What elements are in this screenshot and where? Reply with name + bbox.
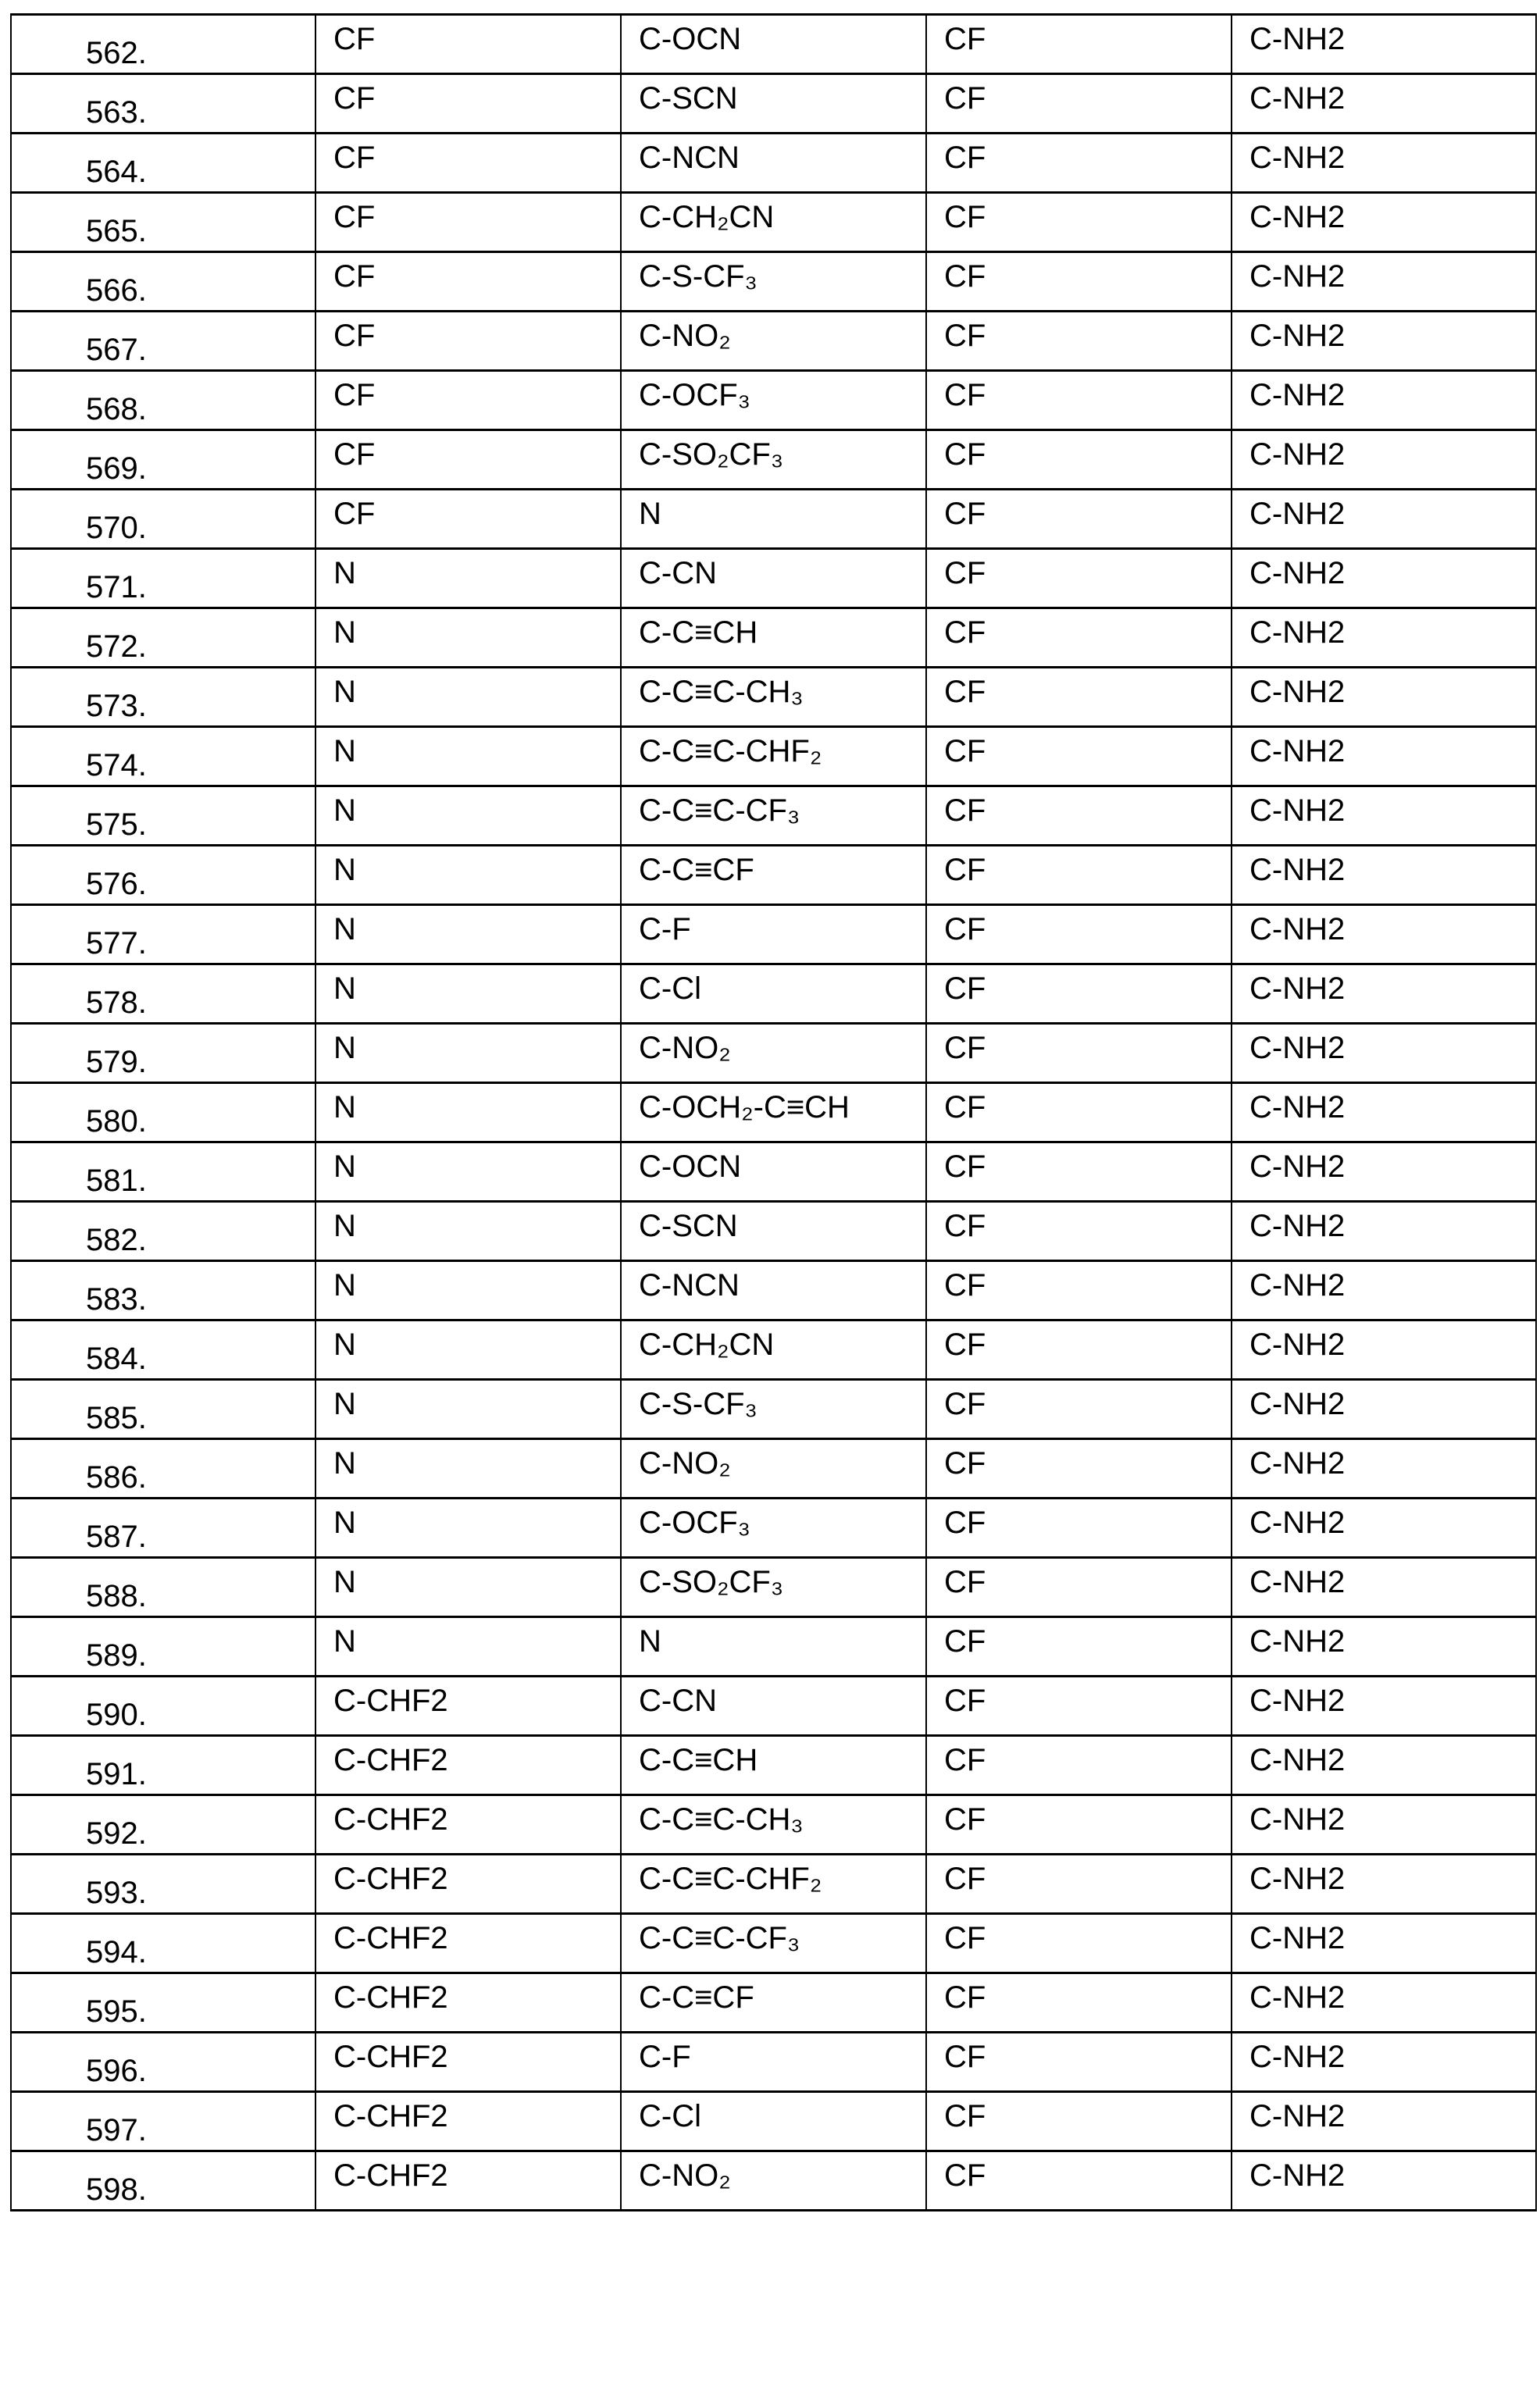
column-2-value: C-CHF2 — [315, 1736, 621, 1795]
row-number: 588. — [11, 1558, 315, 1617]
column-3-value: C-Cl — [621, 964, 926, 1024]
column-3-value: C-C≡CH — [621, 1736, 926, 1795]
table-row — [11, 549, 1536, 608]
column-3-value: C-C≡C-CHF₂ — [621, 1855, 926, 1914]
column-4-value: CF — [926, 1499, 1232, 1558]
column-5-value: C-NH2 — [1232, 252, 1536, 312]
column-5-value: C-NH2 — [1232, 490, 1536, 549]
column-5-value: C-NH2 — [1232, 2092, 1536, 2151]
column-4-value: CF — [926, 15, 1232, 74]
table-row — [11, 727, 1536, 786]
column-4-value: CF — [926, 964, 1232, 1024]
column-5-value: C-NH2 — [1232, 1677, 1536, 1736]
row-number: 595. — [11, 1973, 315, 2033]
table-row — [11, 371, 1536, 430]
column-3-value: C-CN — [621, 549, 926, 608]
table-row — [11, 1083, 1536, 1142]
column-5-value: C-NH2 — [1232, 74, 1536, 134]
row-number: 583. — [11, 1261, 315, 1320]
column-5-value: C-NH2 — [1232, 964, 1536, 1024]
column-5-value: C-NH2 — [1232, 1320, 1536, 1380]
column-3-value: C-OCH₂-C≡CH — [621, 1083, 926, 1142]
column-2-value: C-CHF2 — [315, 1855, 621, 1914]
column-5-value: C-NH2 — [1232, 193, 1536, 252]
column-3-value: C-C≡C-CH₃ — [621, 668, 926, 727]
column-4-value: CF — [926, 2092, 1232, 2151]
column-3-value: N — [621, 1617, 926, 1677]
row-number: 596. — [11, 2033, 315, 2092]
column-3-value: C-SCN — [621, 74, 926, 134]
table-row — [11, 1499, 1536, 1558]
column-5-value: C-NH2 — [1232, 1439, 1536, 1499]
column-4-value: CF — [926, 1024, 1232, 1083]
column-2-value: N — [315, 668, 621, 727]
column-5-value: C-NH2 — [1232, 312, 1536, 371]
column-4-value: CF — [926, 312, 1232, 371]
table-row — [11, 1855, 1536, 1914]
column-4-value: CF — [926, 1380, 1232, 1439]
column-4-value: CF — [926, 134, 1232, 193]
table-row — [11, 905, 1536, 964]
column-2-value: N — [315, 727, 621, 786]
row-number: 574. — [11, 727, 315, 786]
column-5-value: C-NH2 — [1232, 430, 1536, 490]
column-2-value: CF — [315, 15, 621, 74]
row-number: 575. — [11, 786, 315, 846]
column-3-value: C-NO₂ — [621, 1439, 926, 1499]
column-3-value: C-C≡CF — [621, 846, 926, 905]
column-2-value: N — [315, 1142, 621, 1202]
row-number: 594. — [11, 1914, 315, 1973]
column-4-value: CF — [926, 1973, 1232, 2033]
column-2-value: N — [315, 1499, 621, 1558]
column-3-value: C-OCN — [621, 15, 926, 74]
row-number: 593. — [11, 1855, 315, 1914]
column-5-value: C-NH2 — [1232, 1795, 1536, 1855]
column-3-value: C-SO₂CF₃ — [621, 430, 926, 490]
column-5-value: C-NH2 — [1232, 668, 1536, 727]
table-row — [11, 1261, 1536, 1320]
row-number: 585. — [11, 1380, 315, 1439]
table-row — [11, 2092, 1536, 2151]
column-4-value: CF — [926, 252, 1232, 312]
table-row — [11, 964, 1536, 1024]
column-5-value: C-NH2 — [1232, 1558, 1536, 1617]
column-2-value: CF — [315, 134, 621, 193]
column-4-value: CF — [926, 2151, 1232, 2211]
column-3-value: C-C≡C-CF₃ — [621, 1914, 926, 1973]
column-2-value: CF — [315, 252, 621, 312]
column-5-value: C-NH2 — [1232, 1380, 1536, 1439]
column-5-value: C-NH2 — [1232, 549, 1536, 608]
column-4-value: CF — [926, 1558, 1232, 1617]
column-2-value: CF — [315, 312, 621, 371]
table-row — [11, 2151, 1536, 2211]
column-4-value: CF — [926, 74, 1232, 134]
column-4-value: CF — [926, 193, 1232, 252]
table-row — [11, 1142, 1536, 1202]
row-number: 591. — [11, 1736, 315, 1795]
column-2-value: CF — [315, 490, 621, 549]
column-3-value: C-NCN — [621, 1261, 926, 1320]
column-2-value: N — [315, 1202, 621, 1261]
row-number: 566. — [11, 252, 315, 312]
compound-table — [10, 13, 1537, 2211]
column-2-value: C-CHF2 — [315, 1677, 621, 1736]
column-4-value: CF — [926, 1142, 1232, 1202]
column-3-value: C-OCF₃ — [621, 1499, 926, 1558]
column-5-value: C-NH2 — [1232, 786, 1536, 846]
column-2-value: N — [315, 1320, 621, 1380]
row-number: 577. — [11, 905, 315, 964]
column-2-value: CF — [315, 193, 621, 252]
table-row — [11, 786, 1536, 846]
column-4-value: CF — [926, 1320, 1232, 1380]
compound-table-body — [11, 15, 1536, 2211]
table-row — [11, 1202, 1536, 1261]
column-4-value: CF — [926, 1617, 1232, 1677]
column-2-value: C-CHF2 — [315, 2151, 621, 2211]
table-row — [11, 15, 1536, 74]
column-2-value: N — [315, 786, 621, 846]
column-2-value: C-CHF2 — [315, 1973, 621, 2033]
column-2-value: C-CHF2 — [315, 2092, 621, 2151]
column-5-value: C-NH2 — [1232, 1202, 1536, 1261]
table-row — [11, 134, 1536, 193]
column-4-value: CF — [926, 608, 1232, 668]
column-2-value: C-CHF2 — [315, 1914, 621, 1973]
row-number: 569. — [11, 430, 315, 490]
row-number: 572. — [11, 608, 315, 668]
row-number: 579. — [11, 1024, 315, 1083]
column-5-value: C-NH2 — [1232, 134, 1536, 193]
column-5-value: C-NH2 — [1232, 371, 1536, 430]
table-row — [11, 1380, 1536, 1439]
column-3-value: C-S-CF₃ — [621, 1380, 926, 1439]
column-5-value: C-NH2 — [1232, 727, 1536, 786]
table-row — [11, 74, 1536, 134]
column-2-value: CF — [315, 371, 621, 430]
column-4-value: CF — [926, 549, 1232, 608]
column-5-value: C-NH2 — [1232, 1142, 1536, 1202]
column-2-value: N — [315, 608, 621, 668]
column-3-value: C-Cl — [621, 2092, 926, 2151]
table-row — [11, 312, 1536, 371]
column-2-value: CF — [315, 430, 621, 490]
row-number: 578. — [11, 964, 315, 1024]
row-number: 587. — [11, 1499, 315, 1558]
column-4-value: CF — [926, 1202, 1232, 1261]
row-number: 570. — [11, 490, 315, 549]
column-4-value: CF — [926, 1083, 1232, 1142]
row-number: 564. — [11, 134, 315, 193]
table-row — [11, 1677, 1536, 1736]
column-2-value: N — [315, 1617, 621, 1677]
column-3-value: C-NCN — [621, 134, 926, 193]
row-number: 562. — [11, 15, 315, 74]
table-row — [11, 1795, 1536, 1855]
table-row — [11, 608, 1536, 668]
column-5-value: C-NH2 — [1232, 1973, 1536, 2033]
column-3-value: C-CH₂CN — [621, 193, 926, 252]
column-4-value: CF — [926, 668, 1232, 727]
table-row — [11, 2033, 1536, 2092]
column-3-value: C-F — [621, 2033, 926, 2092]
table-row — [11, 1439, 1536, 1499]
column-3-value: C-C≡C-CH₃ — [621, 1795, 926, 1855]
row-number: 590. — [11, 1677, 315, 1736]
column-3-value: C-OCN — [621, 1142, 926, 1202]
table-row — [11, 1024, 1536, 1083]
column-2-value: CF — [315, 74, 621, 134]
column-5-value: C-NH2 — [1232, 1261, 1536, 1320]
table-row — [11, 1973, 1536, 2033]
row-number: 567. — [11, 312, 315, 371]
column-5-value: C-NH2 — [1232, 608, 1536, 668]
row-number: 589. — [11, 1617, 315, 1677]
row-number: 568. — [11, 371, 315, 430]
column-2-value: N — [315, 1261, 621, 1320]
column-2-value: N — [315, 1439, 621, 1499]
column-3-value: C-SO₂CF₃ — [621, 1558, 926, 1617]
column-5-value: C-NH2 — [1232, 2151, 1536, 2211]
column-4-value: CF — [926, 1914, 1232, 1973]
column-4-value: CF — [926, 490, 1232, 549]
column-3-value: C-C≡CF — [621, 1973, 926, 2033]
column-2-value: N — [315, 1558, 621, 1617]
column-2-value: N — [315, 846, 621, 905]
column-5-value: C-NH2 — [1232, 1855, 1536, 1914]
column-5-value: C-NH2 — [1232, 1736, 1536, 1795]
column-4-value: CF — [926, 1736, 1232, 1795]
column-3-value: C-SCN — [621, 1202, 926, 1261]
column-5-value: C-NH2 — [1232, 1499, 1536, 1558]
column-3-value: C-CH₂CN — [621, 1320, 926, 1380]
column-3-value: C-C≡C-CHF₂ — [621, 727, 926, 786]
column-2-value: C-CHF2 — [315, 1795, 621, 1855]
column-3-value: C-NO₂ — [621, 312, 926, 371]
column-3-value: N — [621, 490, 926, 549]
table-row — [11, 193, 1536, 252]
column-4-value: CF — [926, 846, 1232, 905]
row-number: 563. — [11, 74, 315, 134]
table-row — [11, 1914, 1536, 1973]
table-row — [11, 1320, 1536, 1380]
column-3-value: C-F — [621, 905, 926, 964]
column-4-value: CF — [926, 1677, 1232, 1736]
column-4-value: CF — [926, 1261, 1232, 1320]
column-2-value: N — [315, 905, 621, 964]
column-5-value: C-NH2 — [1232, 905, 1536, 964]
table-row — [11, 668, 1536, 727]
column-3-value: C-C≡C-CF₃ — [621, 786, 926, 846]
column-2-value: N — [315, 964, 621, 1024]
column-4-value: CF — [926, 1795, 1232, 1855]
row-number: 584. — [11, 1320, 315, 1380]
row-number: 586. — [11, 1439, 315, 1499]
column-4-value: CF — [926, 430, 1232, 490]
column-2-value: C-CHF2 — [315, 2033, 621, 2092]
column-5-value: C-NH2 — [1232, 1914, 1536, 1973]
table-row — [11, 846, 1536, 905]
column-4-value: CF — [926, 786, 1232, 846]
column-3-value: C-NO₂ — [621, 1024, 926, 1083]
row-number: 573. — [11, 668, 315, 727]
column-4-value: CF — [926, 2033, 1232, 2092]
table-row — [11, 490, 1536, 549]
table-row — [11, 430, 1536, 490]
column-2-value: N — [315, 549, 621, 608]
column-3-value: C-S-CF₃ — [621, 252, 926, 312]
column-2-value: N — [315, 1024, 621, 1083]
table-row — [11, 252, 1536, 312]
column-5-value: C-NH2 — [1232, 1083, 1536, 1142]
column-4-value: CF — [926, 1439, 1232, 1499]
row-number: 576. — [11, 846, 315, 905]
column-3-value: C-OCF₃ — [621, 371, 926, 430]
table-row — [11, 1617, 1536, 1677]
column-5-value: C-NH2 — [1232, 846, 1536, 905]
column-4-value: CF — [926, 1855, 1232, 1914]
column-5-value: C-NH2 — [1232, 1024, 1536, 1083]
column-4-value: CF — [926, 727, 1232, 786]
column-3-value: C-CN — [621, 1677, 926, 1736]
table-row — [11, 1736, 1536, 1795]
row-number: 592. — [11, 1795, 315, 1855]
column-5-value: C-NH2 — [1232, 1617, 1536, 1677]
table-row — [11, 1558, 1536, 1617]
row-number: 565. — [11, 193, 315, 252]
column-4-value: CF — [926, 905, 1232, 964]
column-3-value: C-C≡CH — [621, 608, 926, 668]
column-2-value: N — [315, 1380, 621, 1439]
column-5-value: C-NH2 — [1232, 2033, 1536, 2092]
row-number: 581. — [11, 1142, 315, 1202]
row-number: 598. — [11, 2151, 315, 2211]
column-3-value: C-NO₂ — [621, 2151, 926, 2211]
column-4-value: CF — [926, 371, 1232, 430]
row-number: 571. — [11, 549, 315, 608]
row-number: 580. — [11, 1083, 315, 1142]
row-number: 597. — [11, 2092, 315, 2151]
row-number: 582. — [11, 1202, 315, 1261]
column-2-value: N — [315, 1083, 621, 1142]
column-5-value: C-NH2 — [1232, 15, 1536, 74]
